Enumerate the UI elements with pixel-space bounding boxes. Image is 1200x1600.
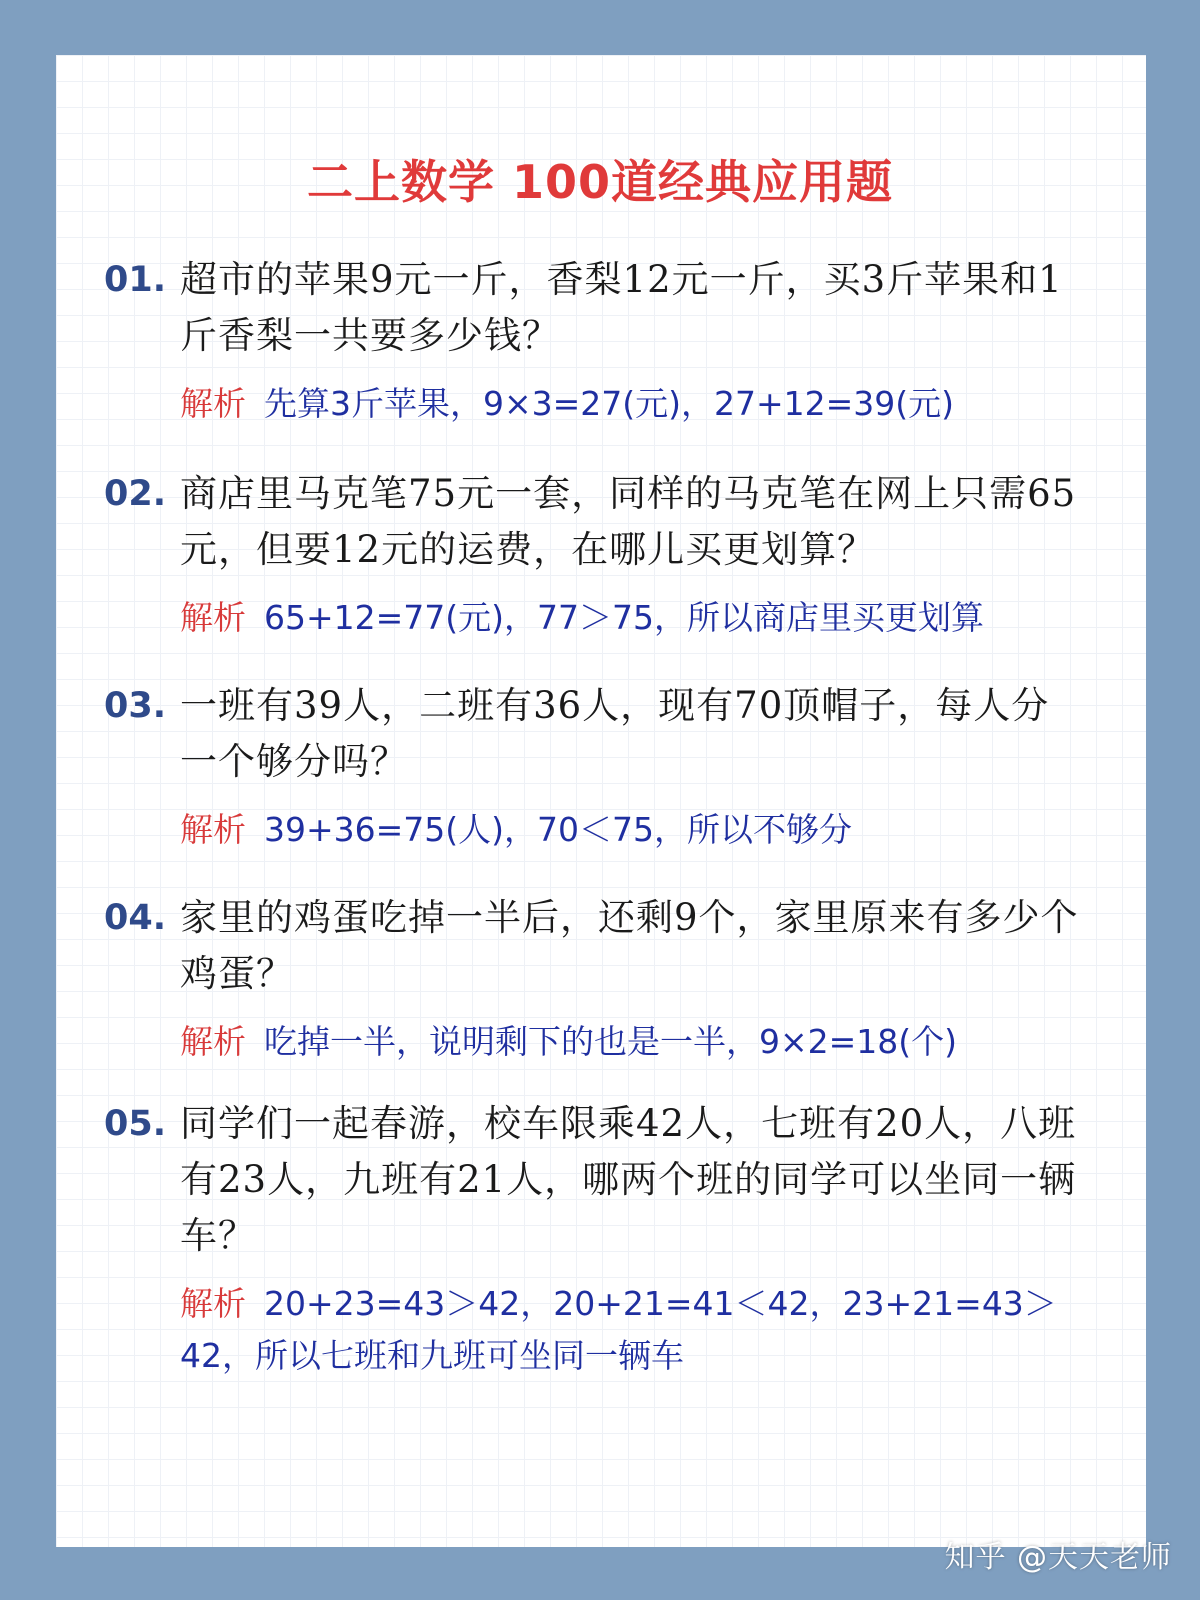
problem-answer (180, 378, 1084, 430)
problem-number: 03. (104, 686, 167, 726)
problem-1 (104, 252, 1084, 430)
answer-text: 39+36=75(人)，70＜75，所以不够分 (264, 810, 853, 849)
problem-answer (180, 1016, 1084, 1068)
problem-answer (180, 592, 1084, 644)
answer-label: 解析 (180, 810, 246, 849)
problem-2 (104, 466, 1084, 644)
problem-number: 02. (104, 474, 167, 514)
answer-text: 吃掉一半，说明剩下的也是一半，9×2=18(个) (264, 1022, 958, 1061)
problem-answer (180, 804, 1084, 856)
problem-4 (104, 890, 1084, 1068)
answer-text: 65+12=77(元)，77＞75，所以商店里买更划算 (264, 598, 985, 637)
problem-question: 家里的鸡蛋吃掉一半后，还剩9个，家里原来有多少个鸡蛋？ (180, 896, 1079, 995)
answer-label: 解析 (180, 598, 246, 637)
answer-text: 20+23=43＞42，20+21=41＜42，23+21=43＞42，所以七班和九班可坐同一辆车 (180, 1284, 1057, 1375)
problem-5 (104, 1096, 1084, 1382)
problem-answer (180, 1278, 1084, 1382)
problem-3 (104, 678, 1084, 856)
answer-label: 解析 (180, 384, 246, 423)
problem-question: 一班有39人，二班有36人，现有70顶帽子，每人分一个够分吗？ (180, 684, 1050, 783)
problem-question: 超市的苹果9元一斤，香梨12元一斤，买3斤苹果和1斤香梨一共要多少钱？ (180, 258, 1063, 357)
page-title: 二上数学 100道经典应用题 (306, 155, 894, 209)
watermark: 知乎 @天天老师 (944, 1540, 1172, 1575)
answer-label: 解析 (180, 1022, 246, 1061)
problem-number: 01. (104, 260, 167, 300)
problem-number: 04. (104, 898, 167, 938)
problem-number: 05. (104, 1104, 167, 1144)
problem-question: 商店里马克笔75元一套，同样的马克笔在网上只需65元，但要12元的运费，在哪儿买更划算？ (180, 472, 1077, 571)
answer-text: 先算3斤苹果，9×3=27(元)，27+12=39(元) (264, 384, 955, 423)
problem-question: 同学们一起春游，校车限乘42人，七班有20人，八班有23人，九班有21人，哪两个班的同学可以坐同一辆车？ (180, 1102, 1077, 1257)
answer-label: 解析 (180, 1284, 246, 1323)
